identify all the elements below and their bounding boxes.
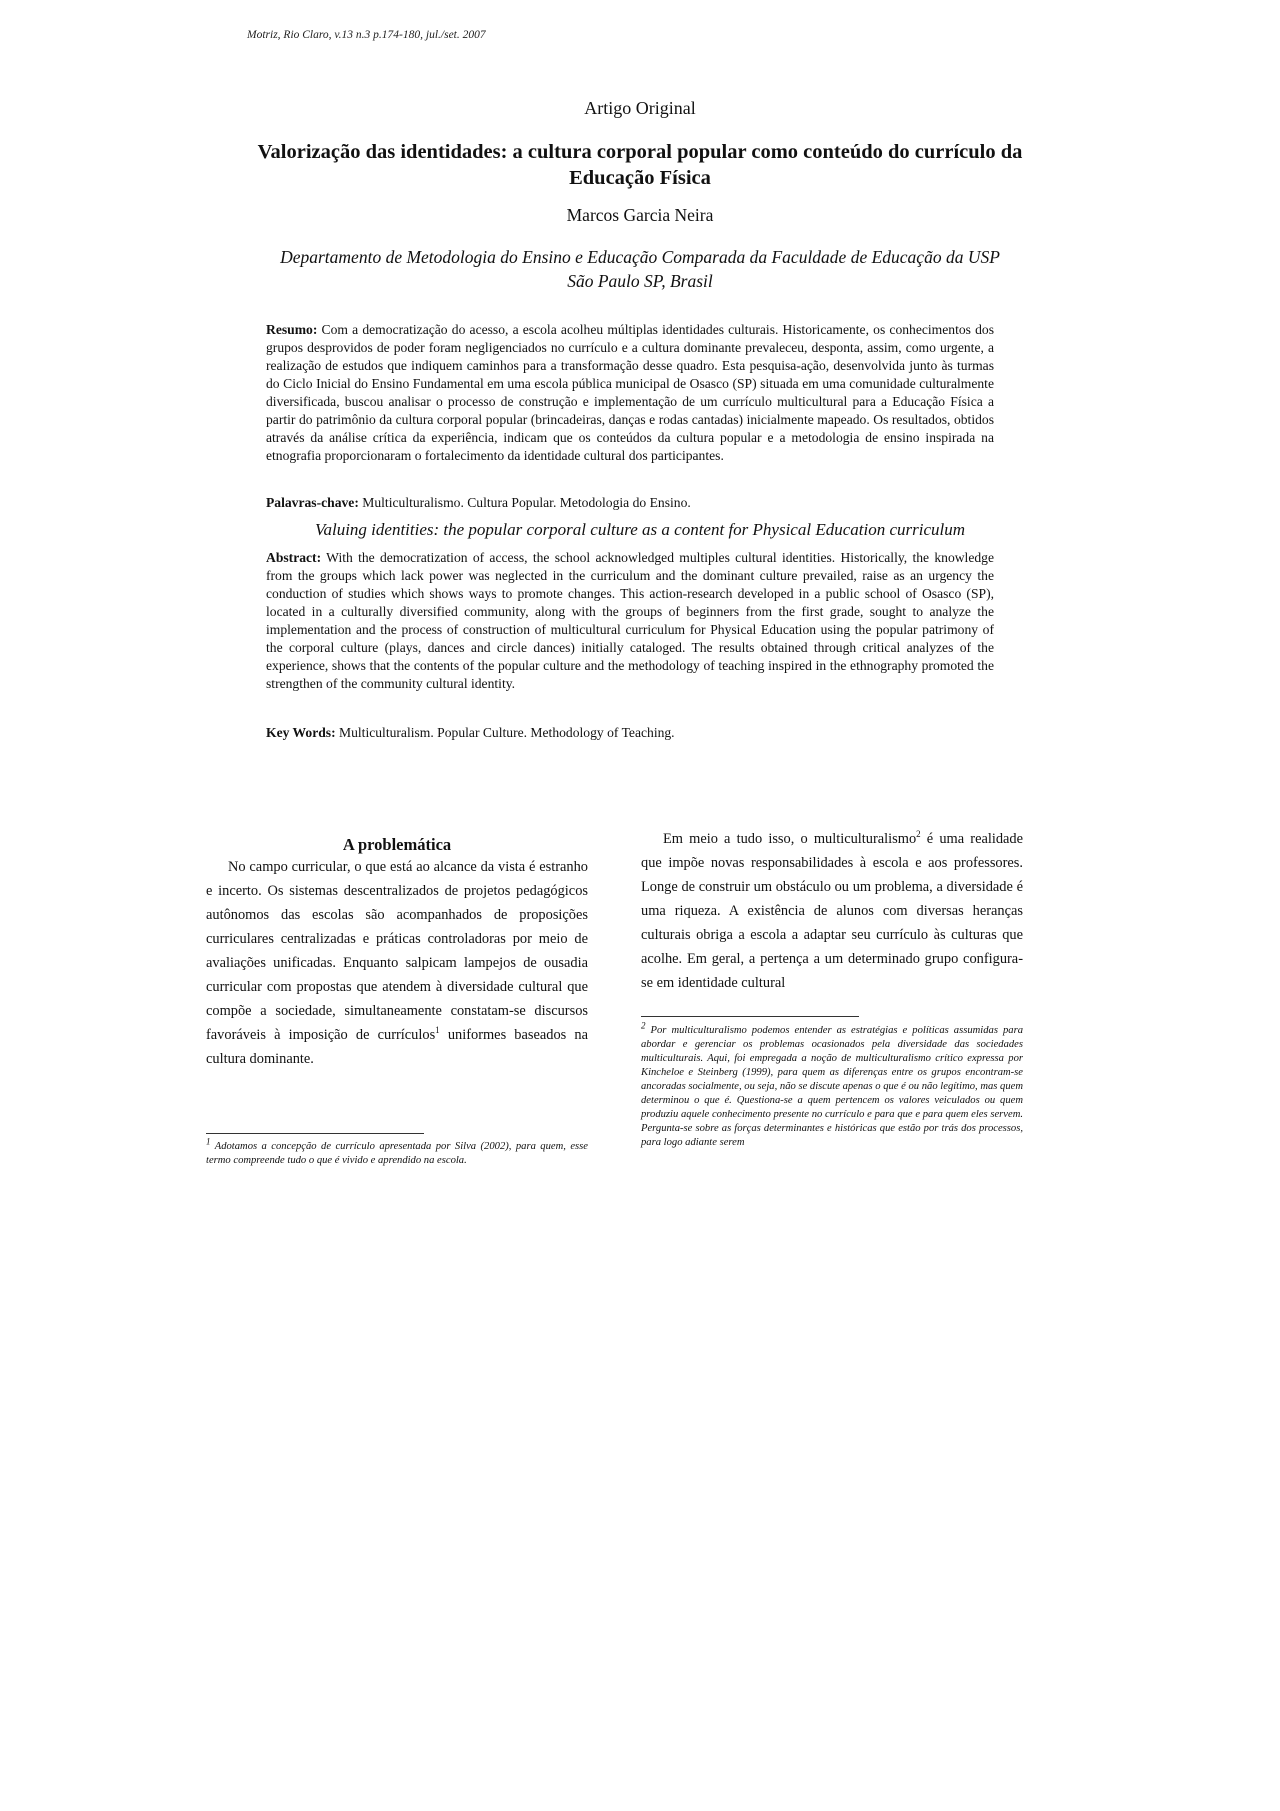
footnote-ref-1: 1 bbox=[435, 1025, 440, 1036]
left-column bbox=[206, 835, 588, 1071]
palavras-chave-label: Palavras-chave: bbox=[266, 495, 359, 510]
footnote-1 bbox=[206, 1136, 588, 1168]
affiliation-line-1: Departamento de Metodologia do Ensino e Educação Comparada da Faculdade de Educação da USP bbox=[280, 247, 1000, 267]
right-paragraph-text: Em meio a tudo isso, o multiculturalismo bbox=[663, 831, 917, 847]
footnote-1-text: Adotamos a concepção de currículo apresentada por Silva (2002), para quem, esse termo compreende tudo o que é vivido e aprendido na escola. bbox=[206, 1141, 588, 1166]
footnote-rule-right bbox=[641, 1016, 859, 1017]
footnote-rule-left bbox=[206, 1133, 424, 1134]
running-head: Motriz, Rio Claro, v.13 n.3 p.174-180, jul./set. 2007 bbox=[247, 29, 486, 41]
right-paragraph-text-end: é uma realidade que impõe novas responsabilidades à escola e aos professores. Longe de construir um obstáculo ou um problema, a diversidade é uma riqueza. A existência de alunos com diversas heranças culturais obriga a escola a adaptar seu currículo às culturas que acolhe. Em geral, a pertença a um determinado grupo configura-se em identidade cultural bbox=[641, 831, 1024, 991]
footnote-2-text: Por multiculturalismo podemos entender as estratégias e políticas assumidas para abordar e gerenciar os problemas ocasionados pela diversidade das sociedades multiculturais. Aqui, foi empregada a noção de multiculturalismo crítico expressa por Kincheloe e Steinberg (1999), para quem as diferenças entre os grupos encontram-se ancoradas socialmente, ou seja, não se discute apenas o que é ou não legítimo, mas quem determinou o que é. Questiona-se a quem pertencem os valores veiculados ou quem produziu aquele conhecimento presente no currículo e para que e para quem eles servem. Pergunta-se sobre as forças determinantes e históricas que estão por trás dos processos, para logo adiante serem bbox=[641, 1025, 1023, 1148]
abstract-text: With the democratization of access, the school acknowledged multiples cultural identities. Historically, the knowledge from the groups which lack power was neglected in the curriculum and the dominant culture prevailed, raise as an urgency the conduction of studies which shows ways to promote changes. This action-research developed in a public school of Osasco (SP), located in a culturally diversified community, along with the groups of beginners from the first grade, sought to analyze the implementation and the process of construction of multicultural curriculum for Physical Education using the popular patrimony of the corporal culture (plays, dances and circle dances) initially cataloged. The results obtained through critical analyzes of the experience, shows that the contents of the popular culture and the methodology of teaching inspired in the ethnography promoted the strengthen of the community cultural identity. bbox=[266, 550, 994, 691]
palavras-chave-text: Multiculturalismo. Cultura Popular. Metodologia do Ensino. bbox=[358, 495, 691, 510]
key-words-block bbox=[266, 724, 994, 742]
resumo-block bbox=[266, 321, 994, 465]
right-column bbox=[641, 827, 1023, 995]
article-type: Artigo Original bbox=[584, 98, 696, 118]
footnote-1-mark: 1 bbox=[206, 1136, 211, 1147]
affiliation bbox=[200, 245, 1080, 293]
abstract-label: Abstract: bbox=[266, 550, 322, 565]
author-name: Marcos Garcia Neira bbox=[566, 205, 714, 225]
abstract-block bbox=[266, 549, 994, 693]
key-words-label: Key Words: bbox=[266, 725, 336, 740]
footnote-2-mark: 2 bbox=[641, 1020, 646, 1031]
article-title: Valorização das identidades: a cultura corporal popular como conteúdo do currículo da Educação Física bbox=[257, 141, 1023, 189]
affiliation-line-2: São Paulo SP, Brasil bbox=[567, 271, 713, 291]
resumo-text: Com a democratização do acesso, a escola acolheu múltiplas identidades culturais. Historicamente, os conhecimentos dos grupos desprovidos de poder foram negligenciados no currículo e a cultura dominante prevaleceu, desponta, assim, como urgente, a realização de estudos que indiquem caminhos para a transformação desse quadro. Esta pesquisa-ação, desenvolvida junto às turmas do Ciclo Inicial do Ensino Fundamental em uma escola pública municipal de Osasco (SP) situada em uma comunidade culturalmente diversificada, buscou analisar o processo de construção e implementação de um currículo multicultural para a Educação Física a partir do patrimônio da cultura corporal popular (brincadeiras, danças e rodas cantadas) inicialmente mapeado. Os resultados, obtidos através da análise crítica da experiência, indicam que os conteúdos da cultura popular e a metodologia de ensino inspirada na etnografia proporcionaram o fortalecimento da identidade cultural dos participantes. bbox=[266, 322, 994, 463]
left-paragraph-text: No campo curricular, o que está ao alcance da vista é estranho e incerto. Os sistemas descentralizados de projetos pedagógicos autônomos das escolas são acompanhados de proposições curriculares centralizadas e práticas controladoras por meio de avaliações unificadas. Enquanto salpicam lampejos de ousadia curricular com propostas que atendem à diversidade cultural que compõe a sociedade, simultaneamente constatam-se discursos favoráveis à imposição de currículos bbox=[206, 859, 588, 1043]
right-paragraph bbox=[641, 827, 1023, 995]
palavras-chave-block bbox=[266, 494, 994, 512]
english-title: Valuing identities: the popular corporal culture as a content for Physical Education curriculum bbox=[314, 520, 965, 539]
key-words-text: Multiculturalism. Popular Culture. Methodology of Teaching. bbox=[335, 725, 675, 740]
left-paragraph bbox=[206, 855, 588, 1071]
left-paragraph-text-end: uniformes baseados na cultura dominante. bbox=[206, 1027, 588, 1067]
footnote-ref-2: 2 bbox=[916, 829, 921, 840]
footnote-2 bbox=[641, 1020, 1023, 1150]
resumo-label: Resumo: bbox=[266, 322, 318, 337]
section-heading: A problemática bbox=[342, 835, 452, 854]
